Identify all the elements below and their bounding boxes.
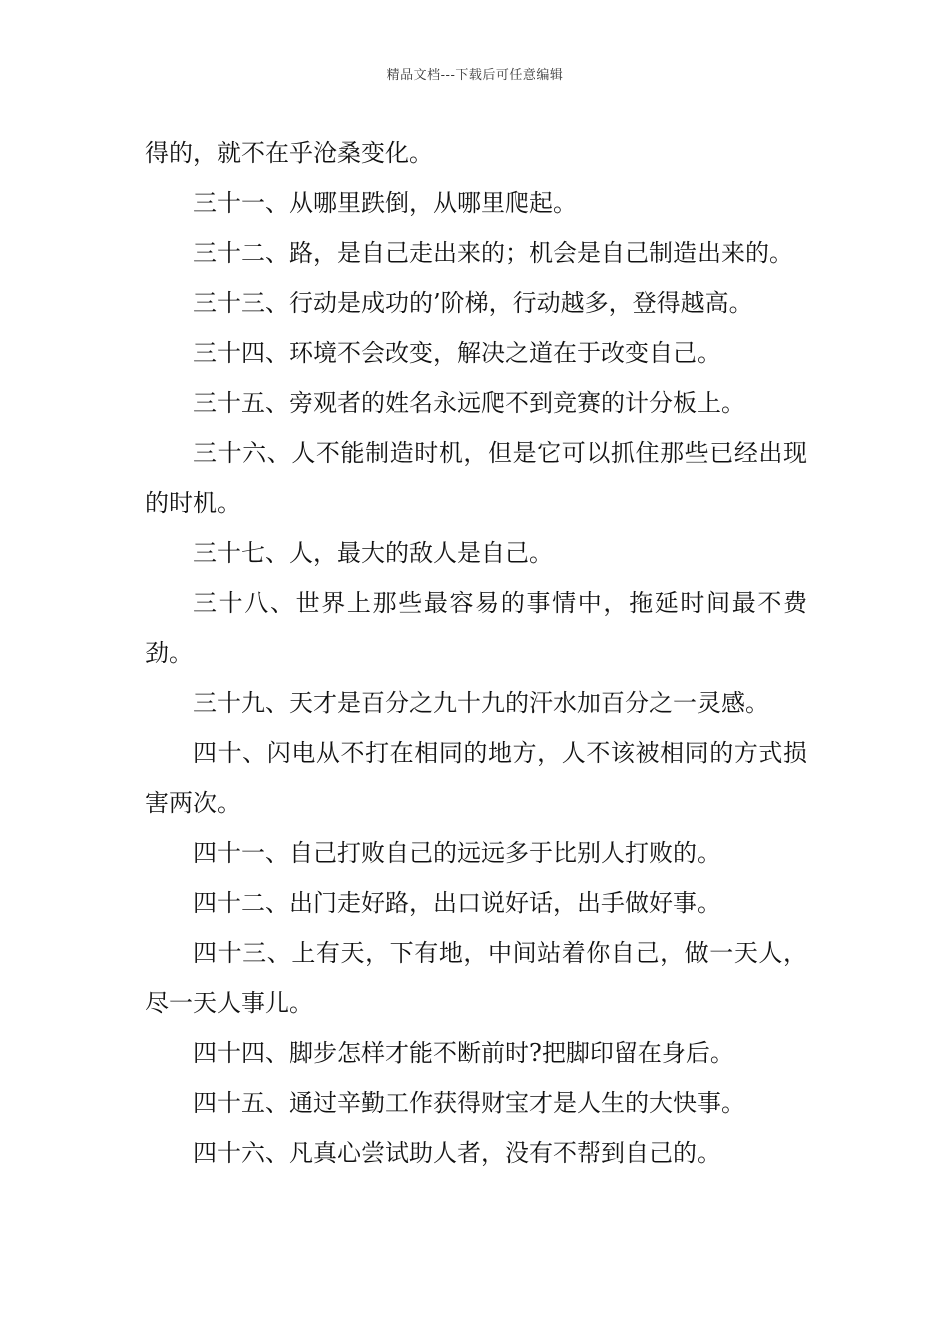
paragraph: 四十五、通过辛勤工作获得财宝才是人生的大快事。: [193, 1089, 745, 1117]
paragraph: 四十二、出门走好路，出口说好话，出手做好事。: [193, 889, 721, 917]
paragraph: 四十四、脚步怎样才能不断前时?把脚印留在身后。: [193, 1039, 734, 1067]
paragraph: 三十三、行动是成功的’阶梯，行动越多，登得越高。: [193, 289, 753, 317]
paragraph: 四十三、上有天，下有地，中间站着你自己，做一天人，尽一天人事儿。: [145, 939, 807, 1017]
paragraph: 四十、闪电从不打在相同的地方，人不该被相同的方式损害两次。: [145, 739, 807, 817]
paragraph: 三十四、环境不会改变，解决之道在于改变自己。: [193, 339, 721, 367]
paragraph: 三十八、世界上那些最容易的事情中，拖延时间最不费劲。: [145, 589, 807, 667]
paragraph: 三十七、人，最大的敌人是自己。: [193, 539, 553, 567]
paragraph: 三十九、天才是百分之九十九的汗水加百分之一灵感。: [193, 689, 769, 717]
paragraph: 三十二、路，是自己走出来的；机会是自己制造出来的。: [193, 239, 793, 267]
paragraph: 三十一、从哪里跌倒，从哪里爬起。: [193, 189, 577, 217]
paragraph: 得的，就不在乎沧桑变化。: [145, 139, 433, 167]
page-header: 精品文档---下载后可任意编辑: [386, 68, 564, 83]
paragraph: 三十六、人不能制造时机，但是它可以抓住那些已经出现的时机。: [145, 439, 807, 517]
paragraph: 三十五、旁观者的姓名永远爬不到竞赛的计分板上。: [193, 389, 745, 417]
paragraph: 四十一、自己打败自己的远远多于比别人打败的。: [193, 839, 721, 867]
paragraph: 四十六、凡真心尝试助人者，没有不帮到自己的。: [193, 1139, 721, 1167]
document-body: [145, 128, 807, 1178]
